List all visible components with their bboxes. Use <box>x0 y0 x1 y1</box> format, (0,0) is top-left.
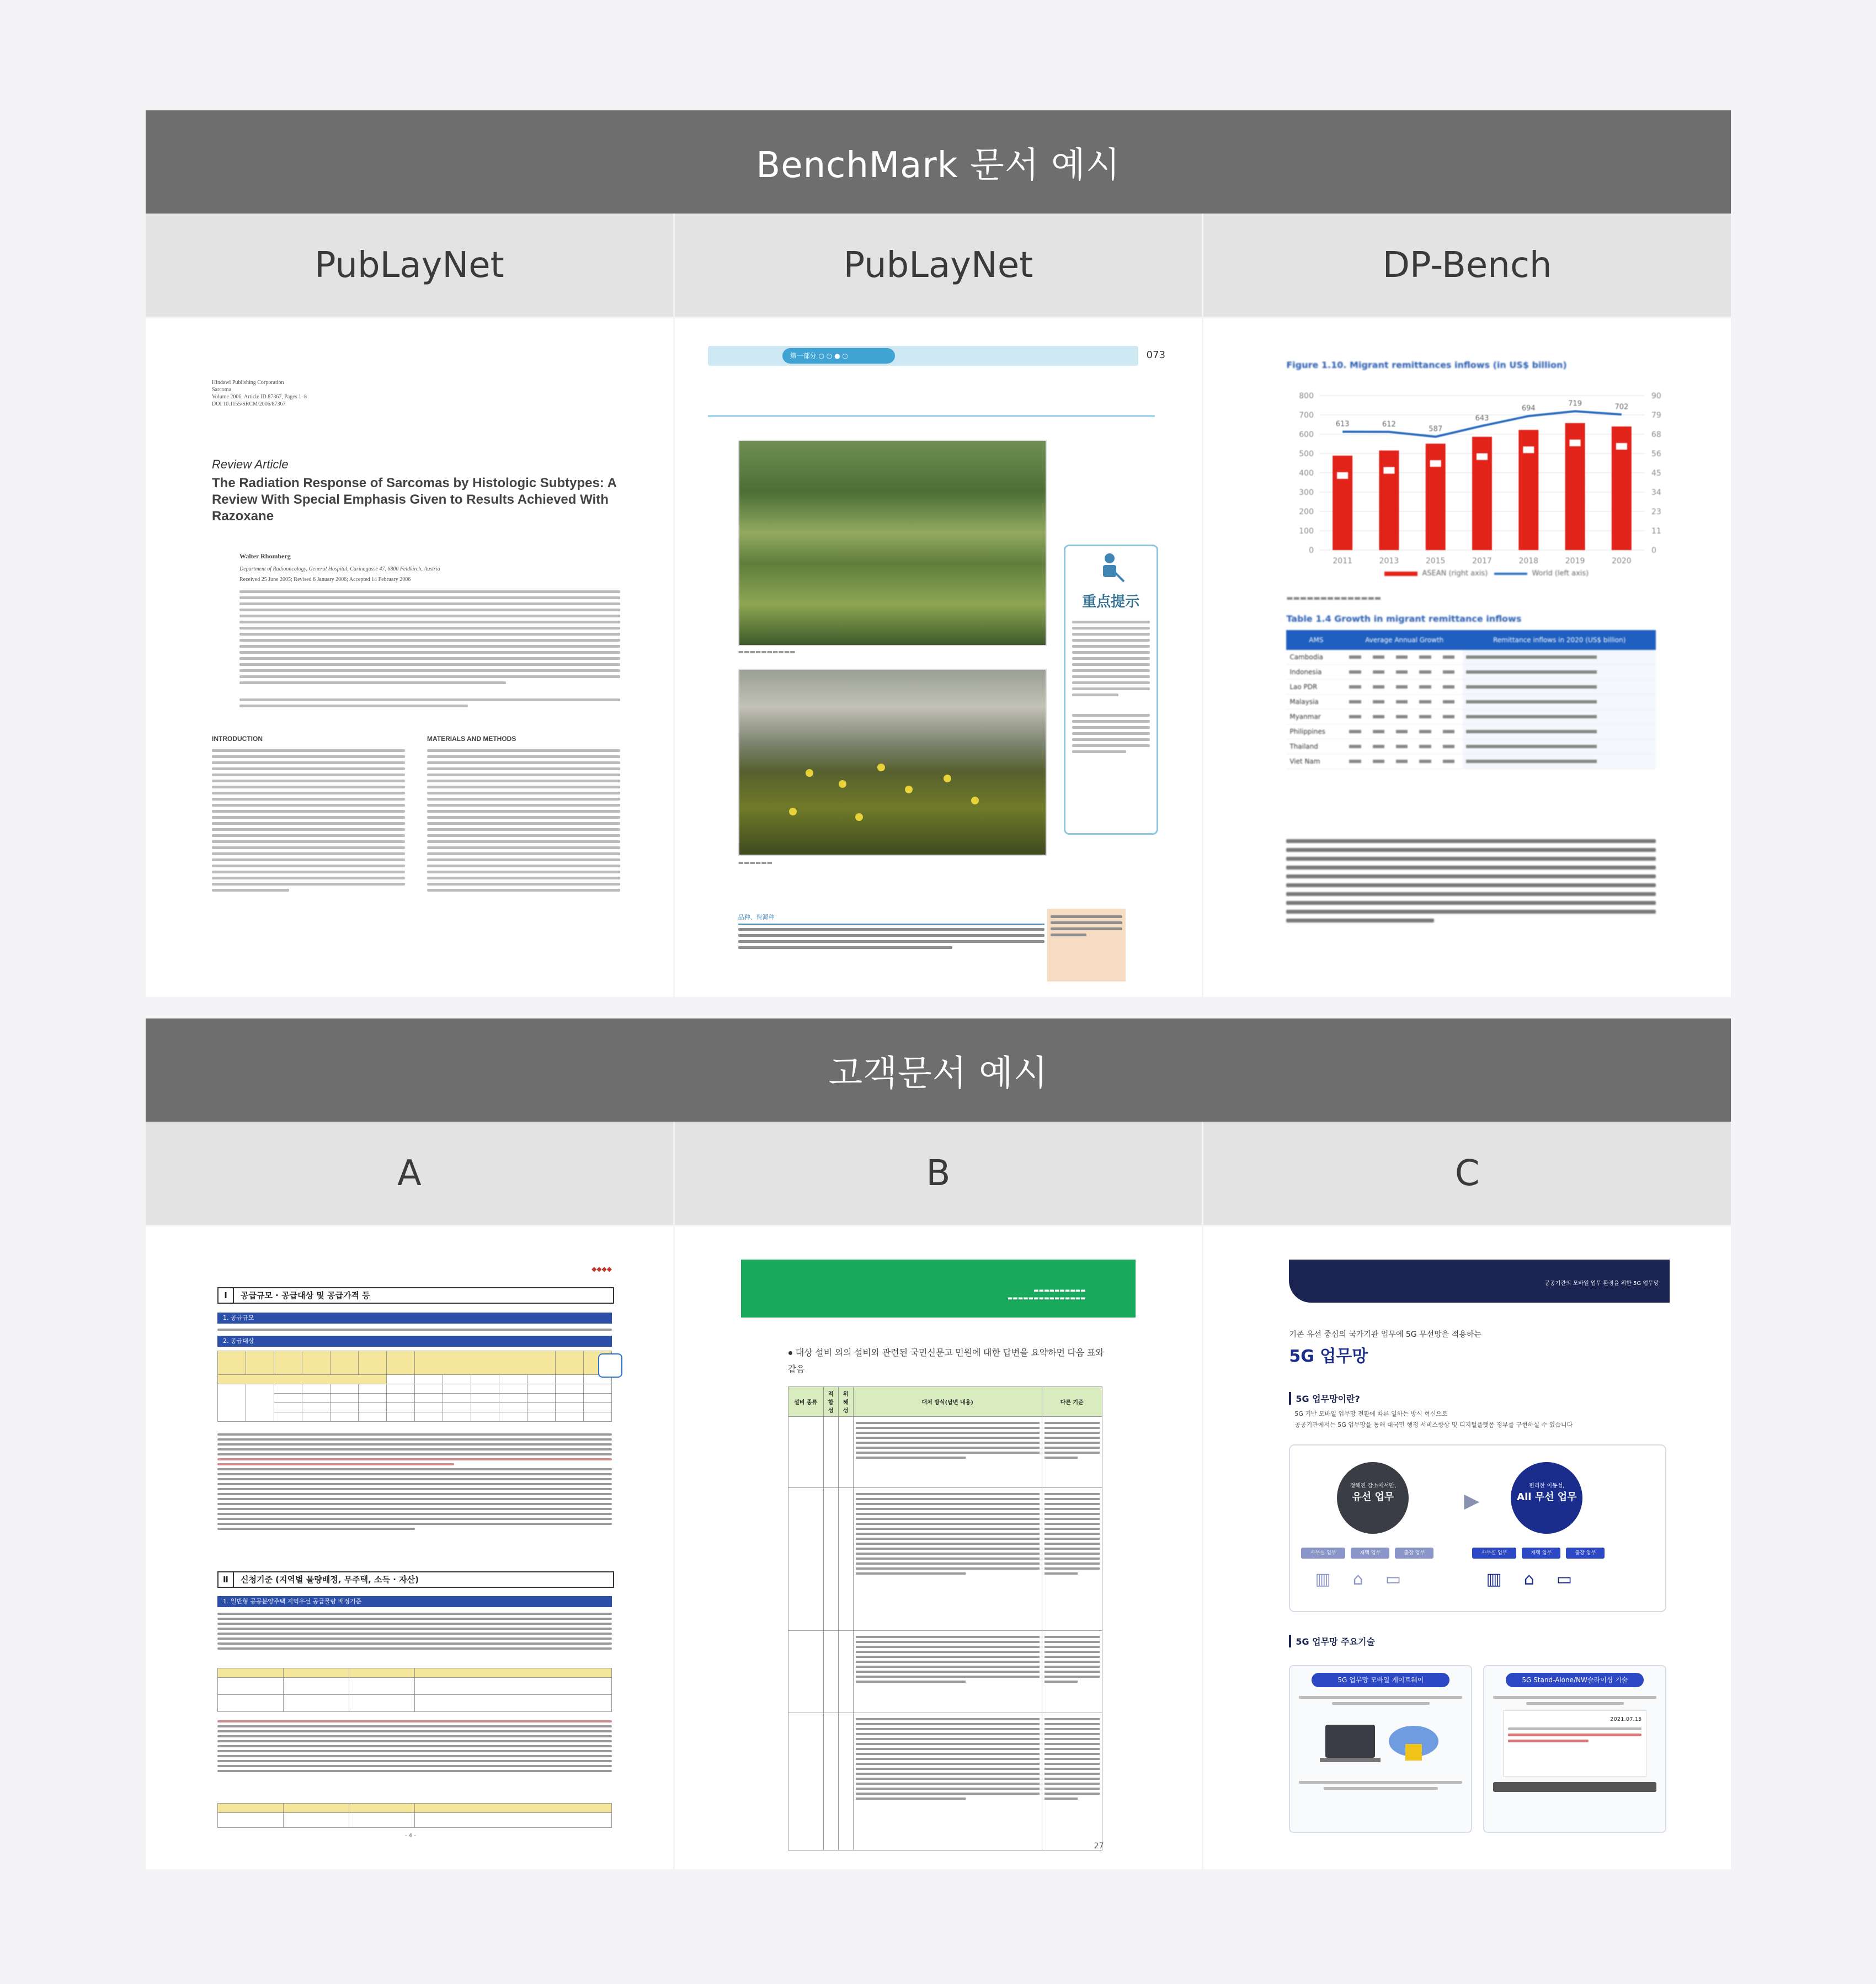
x-tick-label: 2013 <box>1379 557 1399 566</box>
customer-sample-a <box>146 1226 673 1869</box>
bar <box>1333 456 1352 550</box>
network-diagram <box>1289 1444 1666 1612</box>
chapter-nav-bar: 第一部分 ○ ○ ● ○ <box>708 346 1138 366</box>
allocation-table <box>217 1668 612 1712</box>
meta-line: Volume 2006, Article ID 87367, Pages 1–8 <box>212 394 307 400</box>
standalone-card <box>1483 1665 1666 1833</box>
green-header <box>741 1260 1136 1318</box>
tick-label: 0 <box>1651 546 1657 555</box>
table-row <box>1286 680 1656 695</box>
key-points-heading: 重点提示 <box>1082 594 1140 610</box>
tick-label: 34 <box>1651 488 1662 497</box>
column-b <box>675 1122 1204 1869</box>
tick-label: 100 <box>1299 527 1314 536</box>
table-row <box>788 1713 1102 1850</box>
table-title: Table 1.4 Growth in migrant remittance inflows <box>1286 614 1522 624</box>
x-tick-label: 2015 <box>1426 557 1446 566</box>
gateway-card <box>1289 1665 1472 1833</box>
article-affiliation: Department of Radiooncology, General Hospital, Carinagasse 47, 6800 Feldkirch, Austria <box>239 566 440 572</box>
table-header: AMS <box>1286 630 1346 650</box>
tick-label: 700 <box>1299 411 1314 420</box>
lotus-pond-photo <box>738 440 1047 646</box>
row-label: Cambodia <box>1286 650 1346 665</box>
complaint-table <box>788 1386 1102 1850</box>
meta-line: Sarcoma <box>212 387 231 393</box>
meta-line: Hindawi Publishing Corporation <box>212 380 284 386</box>
photo-caption: ▬▬▬▬▬▬ <box>738 859 773 866</box>
tick-label: 0 <box>1309 546 1314 555</box>
bar-value-box <box>1337 472 1348 479</box>
chapter-nav-label: 第一部分 <box>790 352 817 360</box>
table-header: 위해성 <box>838 1387 853 1417</box>
header-text: ▬▬▬▬▬▬▬▬▬▬ ▬▬▬▬▬▬▬▬▬▬▬▬▬▬▬ <box>1007 1288 1086 1302</box>
bottom-label: 品种、资源种 <box>738 911 1044 925</box>
row-label: Malaysia <box>1286 695 1346 710</box>
table-header: 대처 방식(답변 내용) <box>853 1387 1042 1417</box>
row-label: Philippines <box>1286 724 1346 739</box>
benchmark-panel <box>146 110 1731 997</box>
section-heading <box>217 1571 614 1588</box>
caption-bar <box>1493 1782 1656 1792</box>
row-label: Indonesia <box>1286 665 1346 680</box>
bar <box>1379 451 1399 550</box>
office-icons: ▥⌂▭ <box>1315 1570 1424 1589</box>
section-title: 공급규모 · 공급대상 및 공급가격 등 <box>241 1290 370 1300</box>
allocation-table-2 <box>217 1803 612 1828</box>
tick-label: 800 <box>1299 392 1314 401</box>
tick-label: 79 <box>1651 411 1662 420</box>
column-header: PubLayNet <box>675 214 1202 318</box>
table-header: Average Annual Growth <box>1346 630 1463 650</box>
tick-label: 45 <box>1651 469 1662 478</box>
side-note <box>1047 909 1126 982</box>
question-text: ● 대상 설비 외의 설비와 관련된 국민신문고 민원에 대한 답변을 요약하면 다음 표와 같음 <box>787 1348 1104 1374</box>
benchmark-title: BenchMark 문서 예시 <box>146 110 1731 214</box>
circle-label: All 무선 업무 <box>1517 1491 1577 1503</box>
tick-label: 23 <box>1651 508 1662 516</box>
question: 대상 설비 외의 설비와 관련된 국민신문고 민원에 대한 답변을 요약하면 다음 표와 같음 <box>787 1348 1104 1374</box>
table-row <box>1286 695 1656 710</box>
bar-value-box <box>1570 440 1581 446</box>
card-title: 5G Stand-Alone/NW슬라이싱 기술 <box>1506 1673 1644 1687</box>
remittance-chart <box>1286 385 1678 572</box>
x-tick-label: 2011 <box>1333 557 1353 566</box>
tag: 재택 업무 <box>1522 1548 1560 1559</box>
scan-icon[interactable] <box>598 1353 622 1378</box>
methods-column <box>427 735 620 895</box>
table-header: 적합성 <box>823 1387 838 1417</box>
article-type: Review Article <box>212 457 289 471</box>
bar-value-box <box>1523 446 1534 453</box>
column-header: B <box>675 1122 1202 1226</box>
wireless-work-circle <box>1511 1462 1582 1534</box>
divider <box>708 415 1155 417</box>
page-number: - 4 - <box>405 1833 416 1839</box>
section-heading: 5G 업무망이란? <box>1289 1392 1360 1405</box>
card-title: 5G 업무망 모바일 게이트웨이 <box>1312 1673 1449 1687</box>
column-header: C <box>1203 1122 1731 1226</box>
bar-value-box <box>1430 460 1441 467</box>
tag: 사무실 업무 <box>1472 1548 1516 1559</box>
water-lily-photo <box>738 669 1047 856</box>
table-row <box>1286 724 1656 739</box>
chart-legend <box>1380 569 1589 578</box>
bottom-text <box>738 911 1044 952</box>
intro-heading: INTRODUCTION <box>212 735 263 743</box>
x-tick-label: 2017 <box>1472 557 1493 566</box>
office-icons: ▥⌂▭ <box>1486 1570 1595 1589</box>
bar-value-box <box>1477 454 1488 460</box>
table-header: 설비 종류 <box>788 1387 823 1417</box>
bar-value-box <box>1384 467 1395 474</box>
methods-heading: MATERIALS AND METHODS <box>427 735 516 743</box>
data-label: 612 <box>1382 420 1397 429</box>
tick-label: 500 <box>1299 450 1314 458</box>
table-header: 다른 기준 <box>1042 1387 1102 1417</box>
circle-caption: 편리한 이동성, <box>1529 1483 1565 1489</box>
tick-label: 600 <box>1299 430 1314 439</box>
column-c <box>1203 1122 1731 1869</box>
tick-label: 200 <box>1299 508 1314 516</box>
column-header: PubLayNet <box>146 214 673 318</box>
tick-label: 400 <box>1299 469 1314 478</box>
laptop-cloud-icon <box>1309 1714 1452 1774</box>
bar-value-box <box>1616 443 1627 450</box>
tick-label: 11 <box>1651 527 1662 536</box>
abstract-block <box>239 590 620 707</box>
article-author: Walter Rhomberg <box>239 552 291 560</box>
legend-item: ASEAN (right axis) <box>1422 569 1488 578</box>
table-row <box>1286 754 1656 769</box>
navy-header <box>1289 1260 1670 1303</box>
data-label: 643 <box>1475 414 1489 423</box>
row-label: Thailand <box>1286 739 1346 754</box>
news-date: 2021.07.15 <box>1610 1716 1642 1722</box>
figure-title: Figure 1.10. Migrant remittances inflows (in US$ billion) <box>1286 360 1567 370</box>
article-received: Received 25 June 2005; Revised 6 January 2006; Accepted 14 February 2006 <box>239 577 411 583</box>
tick-label: 300 <box>1299 488 1314 497</box>
customer-title: 고객문서 예시 <box>146 1018 1731 1122</box>
data-label: 702 <box>1614 403 1629 412</box>
column-a <box>146 1122 675 1869</box>
section-heading <box>217 1287 614 1304</box>
section-heading: 5G 업무망 주요기술 <box>1289 1635 1375 1647</box>
bar <box>1426 444 1446 550</box>
page-number: 27 <box>1094 1842 1104 1850</box>
row-label: Myanmar <box>1286 710 1346 724</box>
subheading: 1. 공급규모 <box>217 1313 612 1324</box>
x-tick-label: 2020 <box>1612 557 1632 566</box>
section-title: 신청기준 (지역별 물량배정, 무주택, 소득 · 자산) <box>241 1575 419 1585</box>
page-number: 073 <box>1146 349 1166 361</box>
section-number: Ⅰ <box>218 1288 234 1303</box>
legend-item: World (left axis) <box>1532 569 1589 578</box>
remittance-table <box>1286 630 1656 769</box>
section-number: Ⅱ <box>218 1572 234 1587</box>
worker-icon <box>1093 551 1126 584</box>
column-header: A <box>146 1122 673 1226</box>
paragraph <box>1286 834 1656 927</box>
circle-label: 유선 업무 <box>1352 1491 1394 1503</box>
title: 5G 업무망 <box>1289 1347 1368 1366</box>
column-header: DP-Bench <box>1203 214 1731 318</box>
tag: 재택 업무 <box>1351 1548 1389 1559</box>
tag: 사무실 업무 <box>1301 1548 1345 1559</box>
x-tick-label: 2018 <box>1518 557 1539 566</box>
article-title: The Radiation Response of Sarcomas by Histologic Subtypes: A Review With Special Emphasis Given to Results Achieved With Razoxane <box>212 476 617 524</box>
key-points-box <box>1064 545 1158 835</box>
description: 5G 기반 모바일 업무망 전환에 따른 일하는 방식 혁신으로 <box>1294 1410 1448 1417</box>
supply-table <box>217 1351 612 1422</box>
subheading: 1. 일반형 공공분양주택 지역우선 공급물량 배정기준 <box>217 1596 612 1607</box>
description: 공공기관에서는 5G 업무망을 통해 대국민 행정 서비스향상 및 디지털플랫폼 정부를 구현하실 수 있습니다 <box>1294 1421 1573 1428</box>
tick-label: 90 <box>1651 392 1662 401</box>
table-row <box>788 1488 1102 1631</box>
tag: 출장 업무 <box>1566 1548 1605 1559</box>
data-label: 613 <box>1336 420 1350 429</box>
publaynet-sample-1 <box>146 318 673 997</box>
table-row <box>1286 665 1656 680</box>
customer-sample-c <box>1203 1226 1731 1869</box>
data-label: 719 <box>1568 399 1582 408</box>
tag: 출장 업무 <box>1395 1548 1433 1559</box>
customer-panel <box>146 1018 1731 1869</box>
data-label: 694 <box>1522 404 1536 413</box>
subtitle: 기존 유선 중심의 국가기관 업무에 5G 무선망을 적용하는 <box>1289 1330 1481 1339</box>
wired-work-circle <box>1337 1462 1409 1534</box>
news-clip <box>1503 1710 1646 1777</box>
tick-label: 56 <box>1651 450 1662 458</box>
row-label: Lao PDR <box>1286 680 1346 695</box>
table-row <box>788 1631 1102 1713</box>
x-tick-label: 2019 <box>1565 557 1585 566</box>
data-label: 587 <box>1429 425 1443 434</box>
table-row <box>1286 710 1656 724</box>
table-row <box>1286 650 1656 665</box>
tick-label: 68 <box>1651 430 1662 439</box>
customer-sample-b <box>675 1226 1202 1869</box>
table-header: Remittance inflows in 2020 (US$ billion) <box>1463 630 1656 650</box>
column-publaynet-1 <box>146 214 675 997</box>
column-publaynet-2 <box>675 214 1204 997</box>
subheading: 2. 공급대상 <box>217 1336 612 1347</box>
photo-caption: ▬▬▬▬▬▬▬▬▬▬ <box>738 648 796 655</box>
table-row <box>788 1417 1102 1488</box>
column-dp-bench <box>1203 214 1731 997</box>
meta-line: DOI 10.1155/SRCM/2006/87367 <box>212 401 286 407</box>
table-row <box>1286 739 1656 754</box>
header-text: 공공기관의 모바일 업무 환경을 위한 5G 업무망 <box>1544 1281 1659 1287</box>
intro-column <box>212 735 405 895</box>
circle-caption: 정해진 장소에서만, <box>1350 1483 1397 1489</box>
logo: ◆◆◆◆ <box>591 1265 612 1273</box>
publaynet-sample-2 <box>675 318 1202 997</box>
arrow-icon: ▶ <box>1464 1490 1480 1512</box>
dp-bench-sample <box>1203 318 1731 997</box>
figure-source: ▬▬▬▬▬▬▬▬▬▬▬▬▬▬ <box>1286 594 1382 602</box>
row-label: Viet Nam <box>1286 754 1346 769</box>
